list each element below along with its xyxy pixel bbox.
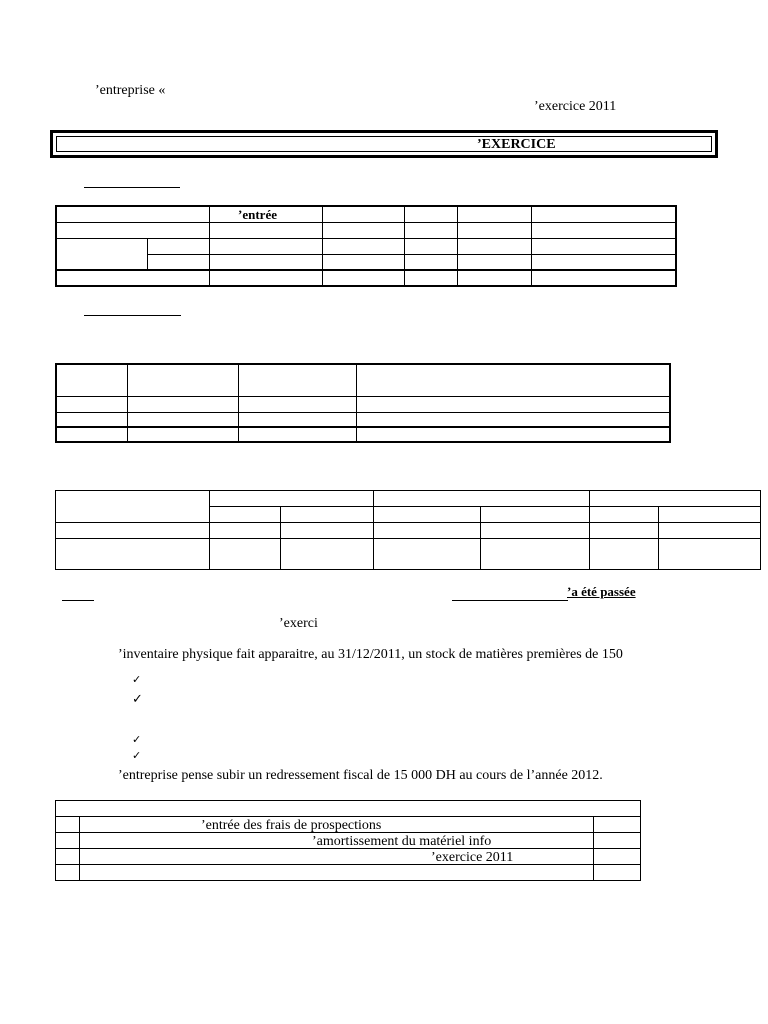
table-row-prospection: ’entrée des frais de prospections [80, 817, 594, 833]
table-cell [238, 364, 356, 396]
inventory-line: ’inventaire physique fait apparaitre, au 31/12/2011, un stock de matières premières de 150 [118, 647, 623, 662]
table-cell [374, 539, 481, 570]
table-cell [594, 817, 641, 833]
table-cell [322, 238, 404, 254]
table-cell [281, 539, 374, 570]
table-cell [322, 222, 404, 238]
table-cell [56, 222, 209, 238]
table-cell [210, 539, 281, 570]
table-cell [56, 833, 80, 849]
table-cell [356, 412, 670, 427]
table-cell [127, 427, 238, 442]
table-cell [210, 523, 281, 539]
table-cell [56, 412, 127, 427]
table-cell [80, 865, 594, 881]
table-cell [210, 491, 374, 507]
table-section-2 [55, 363, 671, 443]
table-cell [404, 254, 457, 270]
table-cell [56, 206, 209, 222]
table-cell [374, 507, 481, 523]
table-cell [56, 539, 210, 570]
section-underline-2 [84, 315, 181, 316]
table-cell [356, 396, 670, 412]
table-cell [590, 491, 761, 507]
table-cell [531, 222, 676, 238]
table-cell [209, 222, 322, 238]
table-cell [127, 412, 238, 427]
table-cell [590, 523, 659, 539]
table-cell [481, 523, 590, 539]
table-cell [590, 507, 659, 523]
table-cell [56, 396, 127, 412]
table-cell [404, 222, 457, 238]
exercise-title-box [50, 130, 718, 158]
table-cell [281, 523, 374, 539]
table-cell [322, 254, 404, 270]
section-underline-1 [84, 187, 180, 188]
table-cell [209, 270, 322, 286]
table-row-amortissement: ’amortissement du matériel info [80, 833, 594, 849]
table-cell [56, 801, 641, 817]
table-cell [209, 254, 322, 270]
table-cell [374, 491, 590, 507]
table-cell [238, 412, 356, 427]
table-cell [281, 507, 374, 523]
check-icon: ✓ [132, 692, 143, 707]
exerci-fragment: ’exerci [279, 616, 318, 631]
table-cell [127, 364, 238, 396]
table-cell [56, 491, 210, 523]
table-adjustments [55, 800, 641, 881]
table-cell [209, 238, 322, 254]
table-cell [590, 539, 659, 570]
table-cell [457, 238, 531, 254]
table-cell [404, 238, 457, 254]
blank-line-left [62, 600, 94, 601]
table-cell [531, 238, 676, 254]
table-cell [457, 270, 531, 286]
table-cell [404, 206, 457, 222]
exercise-title: ’EXERCICE [477, 137, 556, 152]
table-cell [56, 364, 127, 396]
company-line: ’entreprise « [95, 83, 166, 98]
table-section-3 [55, 490, 761, 570]
table-cell [56, 427, 127, 442]
table-cell [481, 539, 590, 570]
check-icon: ✓ [132, 749, 142, 762]
table-cell [147, 238, 209, 254]
table-cell [56, 238, 147, 270]
table-cell [56, 849, 80, 865]
check-icon: ✓ [132, 733, 142, 746]
table-cell [594, 865, 641, 881]
table-cell [457, 222, 531, 238]
table-cell [56, 270, 209, 286]
table-cell [659, 507, 761, 523]
table-cell [531, 206, 676, 222]
check-icon: ✓ [132, 673, 142, 686]
table-cell [56, 817, 80, 833]
table-cell [56, 865, 80, 881]
table-cell [356, 427, 670, 442]
table-cell [531, 254, 676, 270]
table-cell [238, 427, 356, 442]
table-cell [659, 523, 761, 539]
table-row-exercice: ’exercice 2011 [80, 849, 594, 865]
tax-adjustment-line: ’entreprise pense subir un redressement fiscal de 15 000 DH au cours de l’année 2012. [118, 768, 603, 783]
passed-label: ’a été passée [567, 584, 636, 599]
table-cell [404, 270, 457, 286]
table-cell [481, 507, 590, 523]
table-cell [127, 396, 238, 412]
table-cell [594, 849, 641, 865]
table-cell [356, 364, 670, 396]
table-cell [457, 254, 531, 270]
table-cell [659, 539, 761, 570]
table-cell [531, 270, 676, 286]
table-cell [147, 254, 209, 270]
blank-line-right [452, 600, 568, 601]
table-cell [322, 270, 404, 286]
exercise-year-line: ’exercice 2011 [534, 99, 617, 114]
table-cell [210, 507, 281, 523]
table-cell [56, 523, 210, 539]
table-cell [594, 833, 641, 849]
table-cell [374, 523, 481, 539]
table-header-entree: ’entrée [209, 206, 322, 222]
table-stock-entry [55, 205, 677, 287]
table-cell [238, 396, 356, 412]
table-cell [322, 206, 404, 222]
table-cell [457, 206, 531, 222]
